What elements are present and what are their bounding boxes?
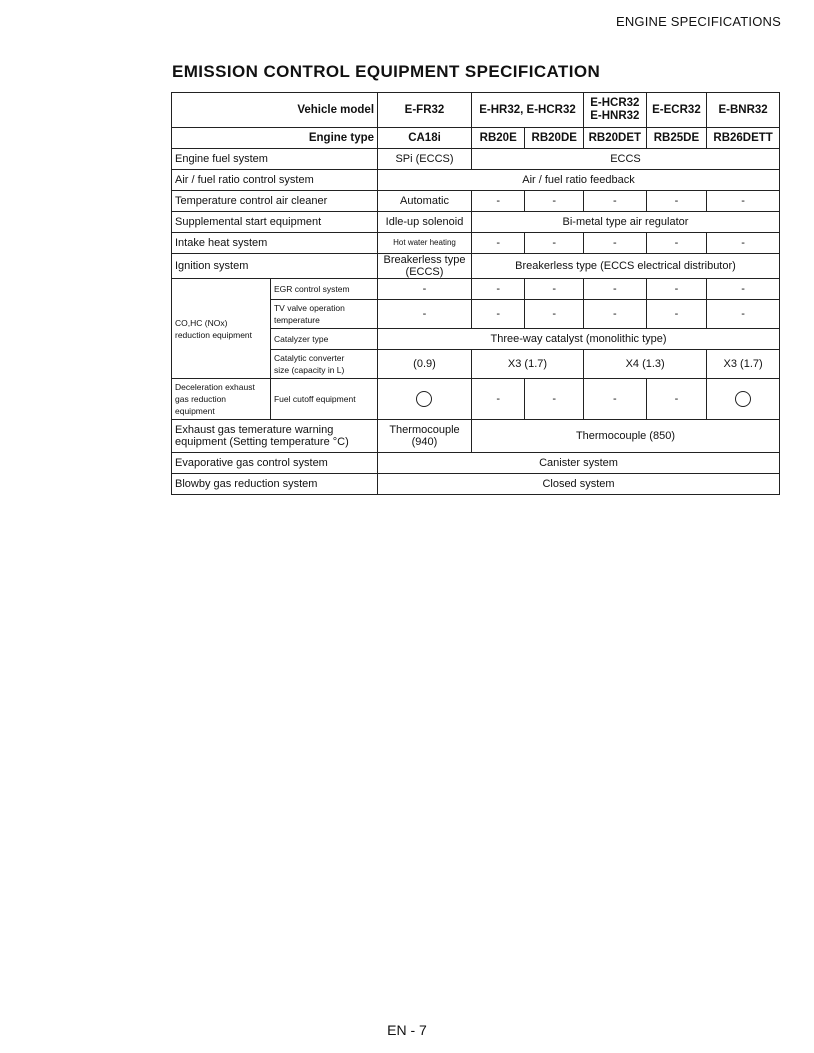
vehicle-model-label: Vehicle model <box>172 93 378 128</box>
engine-type-label: Engine type <box>172 128 378 149</box>
sub-label <box>270 350 377 379</box>
cell-value: Hot water heating <box>378 233 472 254</box>
dash-cell: - <box>584 191 647 212</box>
sub-label-line: size (capacity in L) <box>273 365 345 375</box>
supplemental-start-row <box>172 212 780 233</box>
emission-spec-table <box>171 92 780 495</box>
row-label: Evaporative gas control system <box>172 453 378 474</box>
engine-rb26dett: RB26DETT <box>707 128 780 149</box>
blowby-gas-row <box>172 474 780 495</box>
dash-cell: - <box>707 191 780 212</box>
model-e-hr32-e-hcr32: E-HR32, E-HCR32 <box>471 93 583 128</box>
dash-cell: - <box>584 300 647 329</box>
dash-cell: - <box>707 279 780 300</box>
sub-label-line: temperature <box>273 315 320 325</box>
dash-cell: - <box>525 279 584 300</box>
engine-rb20de: RB20DE <box>525 128 584 149</box>
sub-label-line: TV valve operation <box>273 303 345 313</box>
cell-value-line: (940) <box>411 436 438 448</box>
row-label: Supplemental start equipment <box>172 212 378 233</box>
cell-value: Canister system <box>378 453 780 474</box>
row-label-line: equipment (Setting temperature °C) <box>175 436 349 448</box>
sub-label-line: Catalytic converter <box>273 353 345 363</box>
row-label-line: Exhaust gas temerature warning <box>175 424 334 436</box>
dash-cell: - <box>646 191 707 212</box>
dash-cell: - <box>646 379 707 420</box>
group-label-line: Deceleration exhaust <box>175 382 255 392</box>
dash-cell: - <box>471 233 525 254</box>
row-label: Air / fuel ratio control system <box>172 170 378 191</box>
row-label <box>172 420 378 453</box>
group-label-line: CO,HC (NOx) <box>175 317 228 328</box>
ignition-system-row <box>172 254 780 279</box>
row-label: Temperature control air cleaner <box>172 191 378 212</box>
air-fuel-ratio-row <box>172 170 780 191</box>
cell-value: Automatic <box>378 191 472 212</box>
dash-cell: - <box>584 233 647 254</box>
evaporative-gas-row <box>172 453 780 474</box>
dash-cell: - <box>378 300 472 329</box>
sub-label: Fuel cutoff equipment <box>270 379 377 420</box>
dash-cell: - <box>707 300 780 329</box>
dash-cell: - <box>525 300 584 329</box>
circle-icon <box>416 391 432 407</box>
engine-ca18i: CA18i <box>378 128 472 149</box>
sub-label: Catalyzer type <box>270 329 377 350</box>
circle-cell <box>707 379 780 420</box>
dash-cell: - <box>646 300 707 329</box>
sub-label <box>270 300 377 329</box>
section-header: ENGINE SPECIFICATIONS <box>615 14 781 29</box>
cell-value: X3 (1.7) <box>707 350 780 379</box>
cell-value: Idle-up solenoid <box>378 212 472 233</box>
group-label-line: equipment <box>175 406 215 416</box>
dash-cell: - <box>707 233 780 254</box>
cell-value: Breakerless type (ECCS) <box>378 254 472 279</box>
dash-cell: - <box>471 300 525 329</box>
cell-value: Air / fuel ratio feedback <box>378 170 780 191</box>
dash-cell: - <box>378 279 472 300</box>
page-number: EN - 7 <box>387 1022 427 1038</box>
dash-cell: - <box>525 233 584 254</box>
co-hc-group-label <box>172 279 271 379</box>
dash-cell: - <box>471 191 525 212</box>
engine-rb25de: RB25DE <box>646 128 707 149</box>
model-e-ecr32: E-ECR32 <box>646 93 707 128</box>
sub-label: EGR control system <box>270 279 377 300</box>
cell-value: Thermocouple (850) <box>471 420 779 453</box>
dash-cell: - <box>646 279 707 300</box>
model-e-fr32: E-FR32 <box>378 93 472 128</box>
decel-group-label <box>172 379 271 420</box>
dash-cell: - <box>646 233 707 254</box>
exhaust-temp-warning-row <box>172 420 780 453</box>
row-label: Ignition system <box>172 254 378 279</box>
dash-cell: - <box>584 279 647 300</box>
group-label-line: reduction equipment <box>175 329 253 340</box>
dash-cell: - <box>471 379 525 420</box>
temperature-air-cleaner-row <box>172 191 780 212</box>
cell-value: X3 (1.7) <box>471 350 583 379</box>
engine-fuel-system-row <box>172 149 780 170</box>
model-e-hcr32: E-HCR32 <box>590 97 640 109</box>
cell-value: Three-way catalyst (monolithic type) <box>378 329 780 350</box>
row-label: Engine fuel system <box>172 149 378 170</box>
row-label: Blowby gas reduction system <box>172 474 378 495</box>
dash-cell: - <box>525 191 584 212</box>
cell-value-line: Thermocouple <box>389 424 460 436</box>
vehicle-model-row <box>172 93 780 128</box>
cell-value: Closed system <box>378 474 780 495</box>
dash-cell: - <box>471 279 525 300</box>
dash-cell: - <box>525 379 584 420</box>
cell-value: Bi-metal type air regulator <box>471 212 779 233</box>
page-title: EMISSION CONTROL EQUIPMENT SPECIFICATION <box>172 62 601 81</box>
group-label-line: gas reduction <box>175 394 227 404</box>
cell-value: X4 (1.3) <box>584 350 707 379</box>
model-e-bnr32: E-BNR32 <box>707 93 780 128</box>
intake-heat-row <box>172 233 780 254</box>
egr-control-row <box>172 279 780 300</box>
cell-value: SPi (ECCS) <box>378 149 472 170</box>
engine-rb20e: RB20E <box>471 128 525 149</box>
circle-icon <box>735 391 751 407</box>
cell-value: (0.9) <box>378 350 472 379</box>
row-label: Intake heat system <box>172 233 378 254</box>
dash-cell: - <box>584 379 647 420</box>
cell-value <box>378 420 472 453</box>
engine-rb20det: RB20DET <box>584 128 647 149</box>
circle-cell <box>378 379 472 420</box>
model-e-hnr32: E-HNR32 <box>590 110 640 122</box>
cell-value: ECCS <box>471 149 779 170</box>
engine-type-row <box>172 128 780 149</box>
deceleration-row <box>172 379 780 420</box>
model-e-hcr32-e-hnr32 <box>584 93 647 128</box>
cell-value: Breakerless type (ECCS electrical distributor) <box>471 254 779 279</box>
